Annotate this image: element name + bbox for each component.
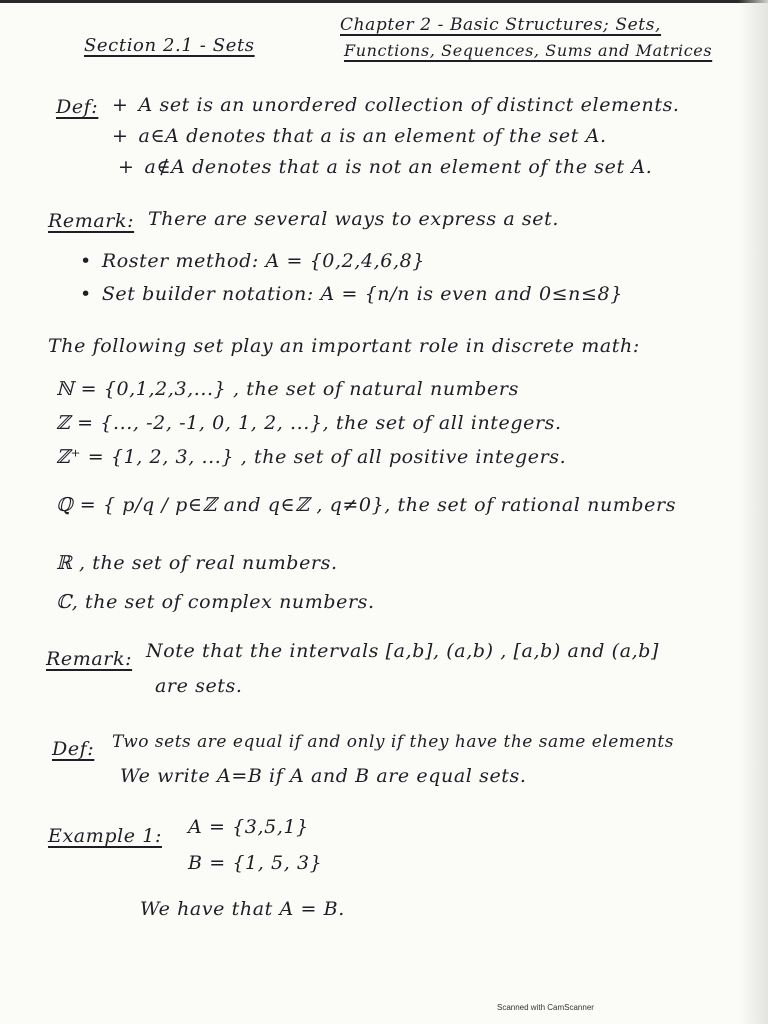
important-sets-intro: The following set play an important role in discrete math: <box>48 335 640 357</box>
def1-item: + A set is an unordered collection of distinct elements. <box>112 94 680 116</box>
def1-label: Def: <box>56 96 99 118</box>
chapter-title-line2: Functions, Sequences, Sums and Matrices <box>344 41 713 60</box>
def1-item: + a∈A denotes that a is an element of the set A. <box>112 125 607 147</box>
set-integers: ℤ = {..., -2, -1, 0, 1, 2, ...}, the set of all integers. <box>56 412 562 434</box>
scanner-watermark: Scanned with CamScanner <box>497 1003 594 1012</box>
page-top-edge <box>0 0 768 3</box>
def1-item: + a∉A denotes that a is not an element of the set A. <box>118 156 653 178</box>
set-rationals: ℚ = { p/q / p∈ℤ and q∈ℤ , q≠0}, the set of rational numbers <box>56 494 677 516</box>
example1-conclusion: We have that A = B. <box>140 898 345 920</box>
example1-set-a: A = {3,5,1} <box>188 816 309 838</box>
remark2-label: Remark: <box>46 648 133 670</box>
remark1-item: • Roster method: A = {0,2,4,6,8} <box>80 250 425 272</box>
set-reals: ℝ , the set of real numbers. <box>56 552 338 574</box>
remark2-line1: Note that the intervals [a,b], (a,b) , [a,b) and (a,b] <box>146 640 660 662</box>
def2-line1: Two sets are equal if and only if they have the same elements <box>112 732 674 752</box>
chapter-title-line1: Chapter 2 - Basic Structures; Sets, <box>340 15 662 35</box>
def2-label: Def: <box>52 738 95 760</box>
remark1-item: • Set builder notation: A = {n/n is even and 0≤n≤8} <box>80 283 623 305</box>
remark1-label: Remark: <box>48 210 135 232</box>
section-title: Section 2.1 - Sets <box>84 35 255 56</box>
remark2-line2: are sets. <box>155 675 243 697</box>
set-complex: ℂ, the set of complex numbers. <box>56 591 375 613</box>
set-positive-integers: ℤ⁺ = {1, 2, 3, ...} , the set of all positive integers. <box>56 446 567 468</box>
example1-set-b: B = {1, 5, 3} <box>188 852 323 874</box>
set-naturals: ℕ = {0,1,2,3,...} , the set of natural numbers <box>56 378 519 400</box>
page-right-shadow <box>738 0 768 1024</box>
example1-label: Example 1: <box>48 825 162 847</box>
remark1-text: There are several ways to express a set. <box>148 208 559 230</box>
def2-line2: We write A=B if A and B are equal sets. <box>120 765 527 787</box>
